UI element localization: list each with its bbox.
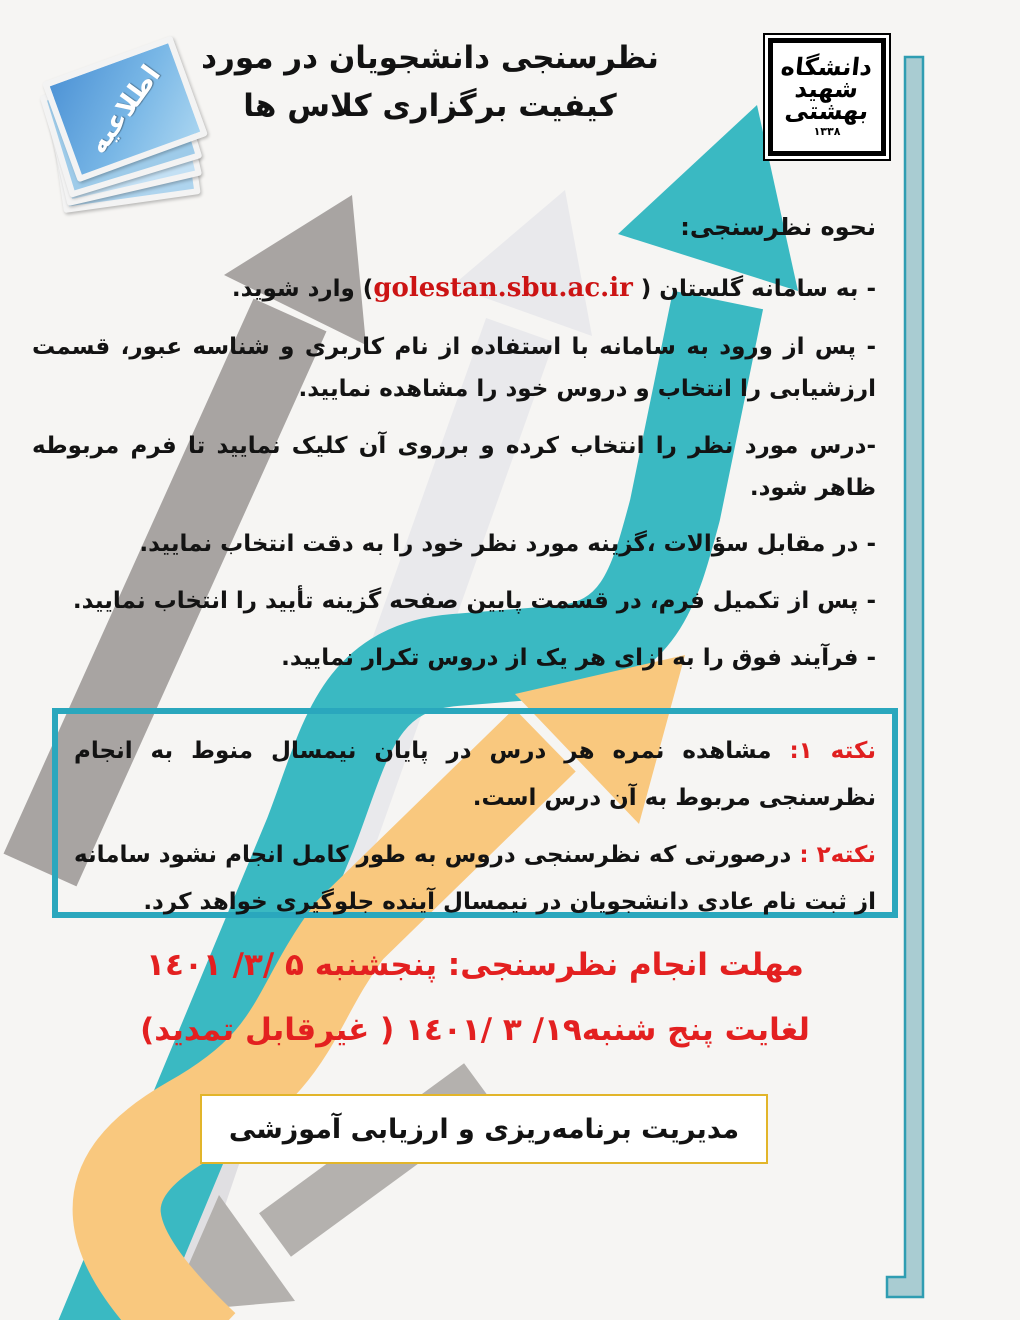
logo-text: دانشگاه <box>779 52 875 81</box>
note-1 <box>74 728 876 822</box>
deadline-end: لغایت پنج شنبه۱۹/ ۳ /۱٤۰۱ ( غیرقابل تمدید) <box>140 1012 810 1049</box>
right-bracket-bar <box>887 57 923 1297</box>
page-title-line2: کیفیت برگزاری کلاس ها <box>243 88 617 125</box>
logo-text: بهشتی <box>783 97 871 126</box>
university-logo-frame <box>768 38 886 156</box>
deadline-start: مهلت انجام نظرسنجی: پنجشنبه ۵ /۳/ ۱٤۰۱ <box>146 947 804 983</box>
university-logo <box>763 33 891 161</box>
deadline-section <box>50 944 900 1053</box>
department-box <box>200 1094 768 1164</box>
instructions-heading: نحوه نظرسنجی: <box>680 213 876 241</box>
step-credentials: - پس از ورود به سامانه با استفاده از نام کاربری و شناسه عبور، قسمت ارزشیابی را انتخاب و دروس خود را مشاهده نمایید. <box>32 333 876 402</box>
note-2-text: درصورتی که نظرسنجی دروس به طور کامل انجام نشود سامانه از ثبت نام عادی دانشجویان در نیمسال آینده جلوگیری خواهد کرد. <box>74 842 876 916</box>
step-answer-questions: - در مقابل سؤالات ،گزینه مورد نظر خود را به دقت انتخاب نمایید. <box>139 531 876 558</box>
step-login-pre: - به سامانه گلستان ( <box>632 275 876 302</box>
note-1-text: مشاهده نمره هر درس در پایان نیمسال منوط به انجام نظرسنجی مربوط به آن درس است. <box>74 738 876 812</box>
logo-year: ۱۳۳۸ <box>813 125 841 139</box>
instructions-section <box>32 206 876 695</box>
step-login <box>32 265 876 312</box>
logo-text: شهید <box>793 74 861 103</box>
step-confirm: - پس از تکمیل فرم، در قسمت پایین صفحه گزینه تأیید را انتخاب نمایید. <box>72 588 876 615</box>
golestan-url-link[interactable]: golestan.sbu.ac.ir <box>373 272 633 303</box>
step-repeat: - فرآیند فوق را به ازای هر یک از دروس تکرار نمایید. <box>281 645 876 672</box>
announcement-icon-label: اطلاعیه <box>82 59 168 159</box>
step-login-post: ) وارد شوید. <box>231 275 374 302</box>
notes-box <box>56 712 894 914</box>
department-name: مدیریت برنامه‌ریزی و ارزیابی آموزشی <box>228 1113 740 1145</box>
note-1-label: نکته ۱: <box>789 738 876 764</box>
page-title-line1: نظرسنجی دانشجویان در مورد <box>201 40 659 76</box>
note-2-label: نکته۲ : <box>799 842 876 869</box>
page-title <box>170 34 690 130</box>
note-2 <box>74 832 876 926</box>
step-select-course: -درس مورد نظر را انتخاب کرده و برروی آن کلیک نمایید تا فرم مربوطه ظاهر شود. <box>32 432 876 501</box>
